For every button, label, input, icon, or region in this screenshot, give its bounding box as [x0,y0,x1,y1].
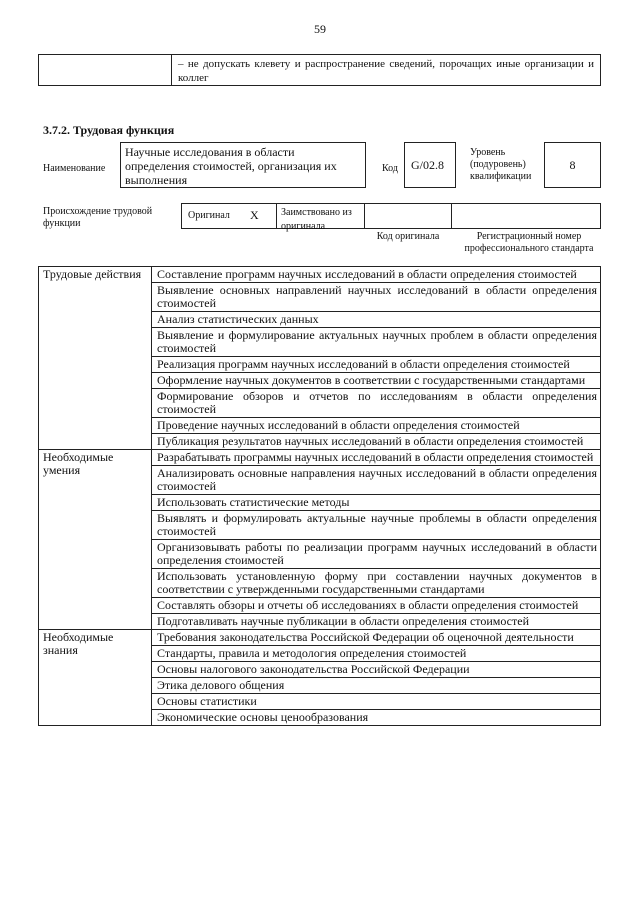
continuation-text: – не допускать клевету и распространение сведений, порочащих иные организации и коллег [178,58,594,84]
empty-category-cell [39,55,172,86]
function-name-value: Научные исследования в области определения стоимостей, организация их выполнения [125,145,337,187]
category-cell: Необходимые знания [39,630,152,726]
item-cell: Составлять обзоры и отчеты об исследованиях в области определения стоимостей [152,598,601,614]
code-box [404,142,456,188]
item-cell: Оформление научных документов в соответствии с государственными стандартами [152,373,601,389]
page-number: 59 [314,22,326,36]
section-title: 3.7.2. Трудовая функция [43,123,175,137]
item-cell: Формирование обзоров и отчетов по исследованиям в области определения стоимостей [152,389,601,418]
code-label: Код [382,163,398,174]
reg-number-box [451,203,601,229]
code-original-caption: Код оригинала [376,231,440,242]
level-value: 8 [569,158,576,172]
item-cell: Анализировать основные направления научных исследований в области определения стоимостей [152,466,601,495]
continuation-table [38,54,601,86]
original-box [181,203,277,229]
item-cell: Разрабатывать программы научных исследований в области определения стоимостей [152,450,601,466]
original-mark: X [250,208,259,222]
name-label: Наименование [43,163,106,174]
item-cell: Подготавливать научные публикации в области определения стоимостей [152,614,601,630]
item-cell: Составление программ научных исследований в области определения стоимостей [152,267,601,283]
table-row [39,450,601,466]
item-cell: Основы налогового законодательства Российской Федерации [152,662,601,678]
reg-number-caption: Регистрационный номер профессионального стандарта [464,231,594,254]
item-cell: Использовать установленную форму при составлении научных документов в соответствии с утвержденными государственными стандартами [152,569,601,598]
item-cell: Стандарты, правила и методология определения стоимостей [152,646,601,662]
item-cell: Этика делового общения [152,678,601,694]
level-label: Уровень (подуровень) квалификации [470,147,532,182]
borrowed-box [276,203,365,232]
item-cell: Требования законодательства Российской Федерации об оценочной деятельности [152,630,601,646]
code-original-box [364,203,452,229]
item-cell: Организовывать работы по реализации программ научных исследований в области определения стоимостей [152,540,601,569]
table-row [39,267,601,283]
category-cell: Необходимые умения [39,450,152,630]
item-cell: Анализ статистических данных [152,312,601,328]
item-cell: Выявление основных направлений научных исследований в области определения стоимостей [152,283,601,312]
item-cell: Реализация программ научных исследований в области определения стоимостей [152,357,601,373]
item-cell: Публикация результатов научных исследований в области определения стоимостей [152,434,601,450]
function-name-box [120,142,366,188]
item-cell: Основы статистики [152,694,601,710]
continuation-cell [172,55,601,86]
code-value: G/02.8 [411,158,444,172]
table-row [39,630,601,646]
level-box [544,142,601,188]
item-cell: Использовать статистические методы [152,495,601,511]
item-cell: Экономические основы ценообразования [152,710,601,726]
table-row [39,55,601,86]
item-cell: Выявлять и формулировать актуальные научные проблемы в области определения стоимостей [152,511,601,540]
item-cell: Проведение научных исследований в области определения стоимостей [152,418,601,434]
original-label: Оригинал [188,210,230,221]
borrowed-label: Заимствовано из оригинала [281,207,352,232]
labor-function-table [38,266,601,726]
item-cell: Выявление и формулирование актуальных научных проблем в области определения стоимостей [152,328,601,357]
category-cell: Трудовые действия [39,267,152,450]
origin-label: Происхождение трудовой функции [43,206,153,229]
